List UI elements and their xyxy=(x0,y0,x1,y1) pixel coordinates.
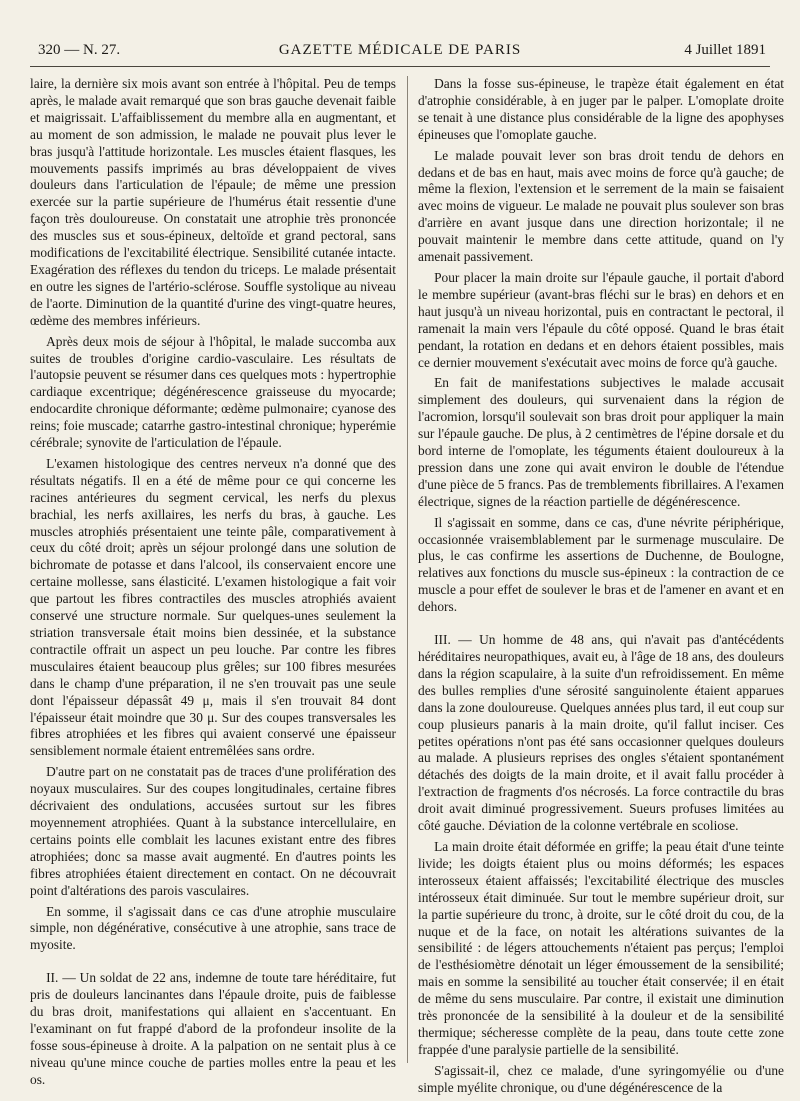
case-paragraph: II. — Un soldat de 22 ans, indemne de toute tare héréditaire, fut pris de douleurs lancinantes dans l'épaule droite, puis de faiblesse du bras droit, manifestations qui allaient en s'accentuant. En l'examinant on fut frappé d'abord de la profondeur insolite de la fosse sous-épineuse à droite. A la palpation on ne sentait plus à ce niveau qu'une mince couche de parties molles entre la peau et les os. xyxy=(30,970,396,1087)
paragraph: En fait de manifestations subjectives le malade accusait simplement des douleurs, qui survenaient dans la région de l'acromion, lorsqu'il soulevait son bras droit pour appliquer la main sur l'épaule gauche. De plus, à 2 centimètres de l'épine dorsale et du bord interne de l'omoplate, les téguments étaient douloureux à la pression dans une zone qui avait environ le double de l'étendue d'une pièce de 5 francs. Pas de tremblements fibrillaires. A l'examen électrique, signes de la réaction partielle de dégénérescence. xyxy=(418,375,784,509)
paragraph: laire, la dernière six mois avant son entrée à l'hôpital. Peu de temps après, le malade avait remarqué que son bras gauche devenait faible et maigrissait. L'affaiblissement du membre alla en augmentant, et au moment de son admission, le malade ne pouvait plus lever le bras jusqu'à l'attitude horizontale. Les muscles étaient flasques, les mouvements passifs imprimés au bras développaient de vives douleurs dans l'articulation de l'épaule; de même une pression exercée sur la partie supérieure de l'humérus était ressentie d'une façon très douloureuse. On constatait une atrophie très prononcée des muscles sus et sous-épineux, deltoïde et grand pectoral, sans modifications de l'excitabilité électrique. Sensibilité cutanée intacte. Exagération des réflexes du tendon du triceps. Le malade présentait en outre les signes de l'artério-sclérose. Souffle systolique au niveau de l'aorte. Diminution de la quantité d'urine des vingt-quatre heures, œdème des membres inférieurs. xyxy=(30,76,396,328)
page-number: 320 — N. 27. xyxy=(38,42,121,58)
paragraph: D'autre part on ne constatait pas de traces d'une prolifération des noyaux musculaires. Sur des coupes longitudinales, certaine fibres décrivaient des ondulations, accusées surtout sur les fibres moyennement atrophiées. Quant à la substance intercellulaire, en certains points elle comblait les lacunes existant entre des fibres atrophiées; donc sa masse avait augmenté. En d'autres points les fibres atrophiées étaient directement en contact. On ne découvrait point d'altérations des parois vasculaires. xyxy=(30,764,396,898)
header-rule xyxy=(30,66,770,67)
right-column xyxy=(418,76,784,1101)
paragraph: Il s'agissait en somme, dans ce cas, d'une névrite périphérique, occasionnée vraisemblablement par le surmenage musculaire. De plus, le cas confirme les assertions de Duchenne, de Boulogne, relatives aux fonctions du muscle sus-épineux : la contraction de ce muscle a pour effet de soulever le bras et de l'amener en avant et en dehors. xyxy=(418,514,784,615)
paragraph: Pour placer la main droite sur l'épaule gauche, il portait d'abord le membre supérieur (avant-bras fléchi sur le bras) en dehors et en haut jusqu'à un niveau horizontal, puis en contractant le pectoral, il ramenait la main vers l'épaule du côté opposé. Quand le bras était pendant, la rotation en dedans et en dehors étaient possibles, mais ce dernier mouvement s'exécutait avec moins de force qu'à gauche. xyxy=(418,269,784,370)
column-divider xyxy=(407,76,408,1063)
paragraph: Dans la fosse sus-épineuse, le trapèze était également en état d'atrophie considérable, à en juger par le palper. L'omoplate droite se tenait à une distance plus considérable de la ligne des apophyses épineuses que l'omoplate gauche. xyxy=(418,76,784,142)
case-paragraph: III. — Un homme de 48 ans, qui n'avait pas d'antécédents héréditaires neuropathiques, avait eu, à l'âge de 18 ans, des douleurs dans la région scapulaire, à la suite d'un refroidissement. En même des bulles remplies d'une sérosité sanguinolente étaient apparues dans la zone douloureuse. Quelques années plus tard, il eut coup sur coup plusieurs panaris à la main droite, qu'il fallut inciser. Ces petites opérations n'ont pas été sans occasionner quelques douleurs au malade. A plusieurs reprises des ongles s'étaient spontanément détachés des doigts de la main droite, et il avait fallu procéder à l'extraction de fragments d'os nécrosés. La force contractile du bras droit avait diminué progressivement. Sueurs profuses limitées au côté gauche. Déviation de la colonne vertébrale en scoliose. xyxy=(418,632,784,834)
paragraph: S'agissait-il, chez ce malade, d'une syringomyélie ou d'une simple myélite chronique, ou d'une dégénérescence de la xyxy=(418,1062,784,1095)
paragraph: L'examen histologique des centres nerveux n'a donné que des résultats négatifs. Il en a été de même pour ce qui concerne les racines antérieures du segment cervical, les nerfs du plexus brachial, les nerfs axillaires, les nerfs du bras, à gauche. Les muscles atrophiés présentaient une teinte pâle, comparativement à ceux du côté droit; après un séjour prolongé dans une solution de bichromate de potasse et dans l'alcool, ils conservaient encore une certaine mollesse, sans élasticité. L'examen histologique a fait voir que partout les fibres contractiles des muscles atrophiés avaient conservé une structure normale. Sur quelques-unes seulement la striation transversale était moins bien dessinée, et la substance contractile offrait un aspect un peu louche. Par contre les fibres musculaires étaient beaucoup plus grêles; sur 100 fibres mesurées dans le champ d'une préparation, il ne s'en trouvait pas une seule dont l'épaisseur dépassât 49 μ, mais il s'en trouvait 84 dont l'épaisseur était moindre que 30 μ. Sur des coupes transversales les fibres atrophiées et les fibres qui avaient conservé une épaisseur sensiblement normale étaient entremêlées sans ordre. xyxy=(30,455,396,759)
paragraph: Après deux mois de séjour à l'hôpital, le malade succomba aux suites de troubles d'origine cardio-vasculaire. Les résultats de l'autopsie peuvent se résumer dans ces quelques mots : hypertrophie cardiaque excentrique; dégénérescence graisseuse du myocarde; endocardite chronique déformante; œdème pulmonaire; cyanose des reins; foie muscade; catarrhe gastro-intestinal chronique; hyperémie cérébrale; synovite de l'articulation de l'épaule. xyxy=(30,333,396,451)
paragraph: En somme, il s'agissait dans ce cas d'une atrophie musculaire simple, non dégénérative, consécutive à une atrophie, sans trace de myosite. xyxy=(30,903,396,953)
left-column xyxy=(30,76,396,1093)
page-header xyxy=(28,38,772,64)
paragraph: La main droite était déformée en griffe; la peau était d'une teinte livide; les doigts étaient plus ou moins déformés; les espaces interosseux étaient affaissés; l'excitabilité électrique des muscles intérosseux était diminuée. Sur tout le membre supérieur droit, sur la partie supérieure du tronc, à droite, sur le côté droit du cou, de la nuque et de la face, on notait les altérations suivantes de la sensibilité : de légers attouchements n'étaient pas perçus; l'emploi de l'esthésiomètre dénotait un léger émoussement de la sensibilité; mais en somme la sensibilité au toucher était conservée; il en était de même du sens musculaire. Par contre, il existait une diminution très prononcée de la sensibilité à la douleur et de la sensibilité thermique; sécheresse complète de la peau, dans toute cette zone frappée d'une paralysie partielle de la sensibilité. xyxy=(418,838,784,1057)
paragraph: Le malade pouvait lever son bras droit tendu de dehors en dedans et de bas en haut, mais avec moins de force qu'à gauche; de même la flexion, l'extension et le serrement de la main se faisaient avec moins de vigueur. Le malade ne pouvait plus soulever son bras d'arrière en avant jusque dans une direction horizontale; il ne pouvait maintenir le membre dans cette attitude, quand on l'y amenait passivement. xyxy=(418,147,784,265)
journal-title: GAZETTE MÉDICALE DE PARIS xyxy=(278,42,522,58)
issue-date: 4 Juillet 1891 xyxy=(684,42,766,58)
